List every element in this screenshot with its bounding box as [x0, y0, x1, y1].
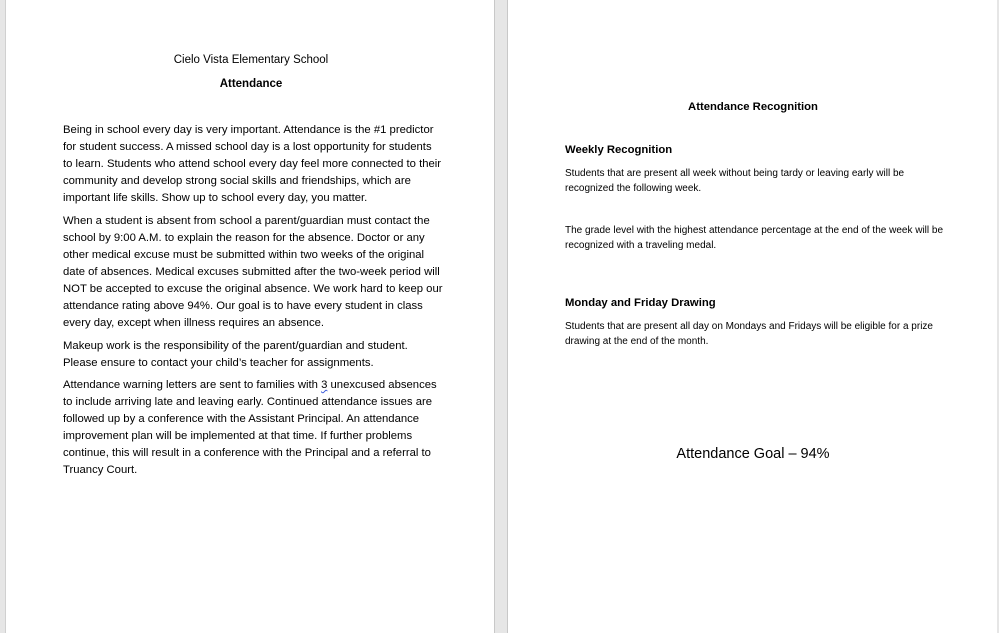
- spellcheck-flagged-number[interactable]: 3: [321, 379, 328, 392]
- paragraph-warning-letters: [63, 377, 443, 479]
- weekly-recognition-heading: Weekly Recognition: [565, 144, 673, 156]
- school-name: Cielo Vista Elementary School: [173, 54, 329, 66]
- attendance-body: [63, 122, 443, 485]
- document-page-right: [507, 0, 997, 633]
- drawing-text: Students that are present all day on Mondays and Fridays will be eligible for a prize drawing at the end of the month.: [565, 321, 933, 348]
- monday-friday-drawing-heading: Monday and Friday Drawing: [565, 297, 716, 309]
- attendance-goal: Attendance Goal – 94%: [676, 446, 830, 462]
- document-page-left: [5, 0, 495, 633]
- warning-text-start: Attendance warning letters are sent to families with: [63, 379, 322, 392]
- paragraph-makeup-work: Makeup work is the responsibility of the parent/guardian and student. Please ensure to contact your child’s teacher for assignments.: [63, 339, 408, 369]
- recognition-title: Attendance Recognition: [688, 101, 818, 113]
- page-title: Attendance: [219, 78, 283, 90]
- paragraph-importance: Being in school every day is very important. Attendance is the #1 predictor for student success. A missed school day is a lost opportunity for students to learn. Students who attend school every day feel more connected to their community and develop strong social skills and friendships, which are important life skills. Show up to school every day, you matter.: [63, 124, 442, 205]
- weekly-recognition-text: Students that are present all week without being tardy or leaving early will be recognized the following week.: [565, 168, 905, 195]
- warning-text-end: unexcused absences to include arriving late and leaving early. Continued attendance issues are followed up by a conference with the Assistant Principal. An attendance improvement plan will be implemented at that time. If further problems continue, this will result in a conference with the Principal and a referral to Truancy Court.: [63, 379, 437, 477]
- paragraph-absence-policy: When a student is absent from school a parent/guardian must contact the school by 9:00 A.M. to explain the reason for the absence. Doctor or any other medical excuse must be submitted within two weeks of the original date of absences. Medical excuses submitted after the two-week period will NOT be accepted to excuse the original absence. We work hard to keep our attendance rating above 94%. Our goal is to have every student in class every day, except when illness requires an absence.: [63, 214, 443, 330]
- grade-level-medal-text: The grade level with the highest attendance percentage at the end of the week will be recognized with a traveling medal.: [565, 225, 944, 252]
